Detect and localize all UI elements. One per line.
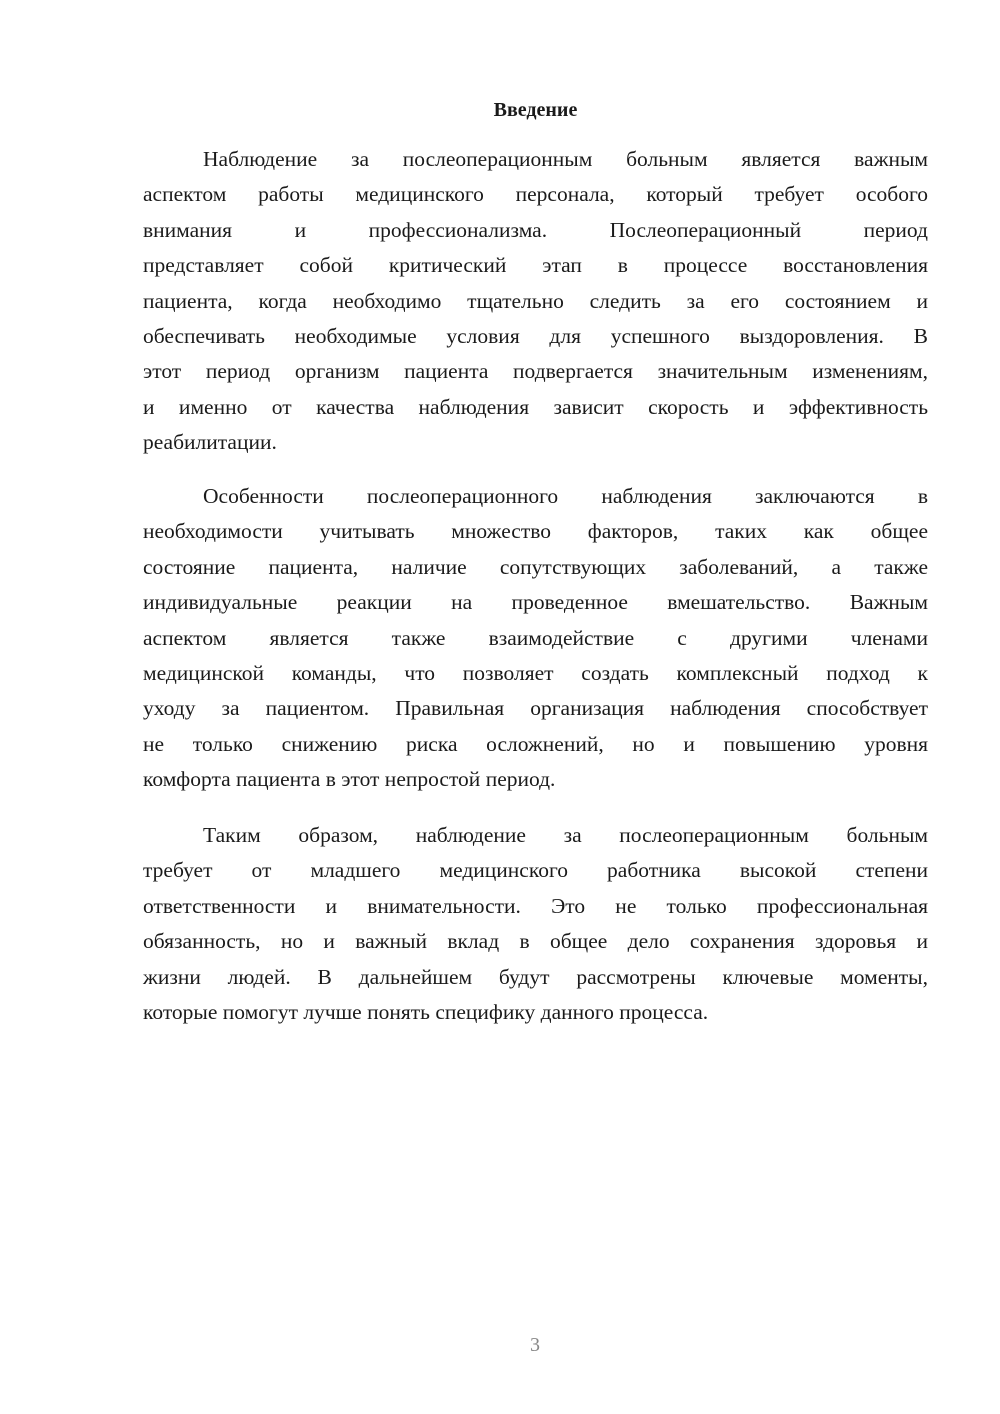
paragraph-1	[143, 142, 928, 461]
text-line: Таким образом, наблюдение за послеоперационным больным	[203, 823, 928, 847]
text-line: уходу за пациентом. Правильная организация наблюдения способствует	[143, 696, 928, 721]
text-line: которые помогут лучше понять специфику данного процесса.	[143, 999, 709, 1024]
text-line: обеспечивать необходимые условия для успешного выздоровления. В	[143, 323, 928, 348]
text-line: жизни людей. В дальнейшем будут рассмотрены ключевые моменты,	[143, 964, 928, 989]
text-line: и именно от качества наблюдения зависит скорость и эффективность	[143, 394, 928, 419]
text-line: необходимости учитывать множество факторов, таких как общее	[143, 519, 928, 544]
text-line: реабилитации.	[143, 430, 277, 455]
paragraph-2	[143, 479, 928, 798]
page-number: 3	[530, 1334, 540, 1356]
text-line: представляет собой критический этап в процессе восстановления	[143, 253, 928, 278]
text-line: состояние пациента, наличие сопутствующих заболеваний, а также	[143, 554, 928, 579]
text-line: аспектом является также взаимодействие с другими членами	[143, 625, 928, 650]
text-line: Наблюдение за послеоперационным больным является важным	[203, 147, 928, 171]
text-line: этот период организм пациента подвергается значительным изменениям,	[143, 359, 928, 384]
paragraph-3	[143, 818, 928, 1030]
text-line: ответственности и внимательности. Это не только профессиональная	[143, 893, 928, 918]
text-line: не только снижению риска осложнений, но и повышению уровня	[143, 731, 928, 756]
section-title: Введение	[493, 99, 578, 121]
text-line: комфорта пациента в этот непростой период.	[143, 767, 556, 792]
text-line: Особенности послеоперационного наблюдения заключаются в	[203, 484, 928, 508]
text-line: внимания и профессионализма. Послеоперационный период	[143, 217, 928, 242]
text-line: индивидуальные реакции на проведенное вмешательство. Важным	[143, 590, 928, 615]
text-line: требует от младшего медицинского работника высокой степени	[143, 858, 928, 883]
text-line: обязанность, но и важный вклад в общее дело сохранения здоровья и	[143, 929, 928, 954]
text-line: аспектом работы медицинского персонала, который требует особого	[143, 182, 928, 207]
text-line: медицинской команды, что позволяет создать комплексный подход к	[143, 660, 928, 685]
text-line: пациента, когда необходимо тщательно следить за его состоянием и	[143, 288, 928, 313]
